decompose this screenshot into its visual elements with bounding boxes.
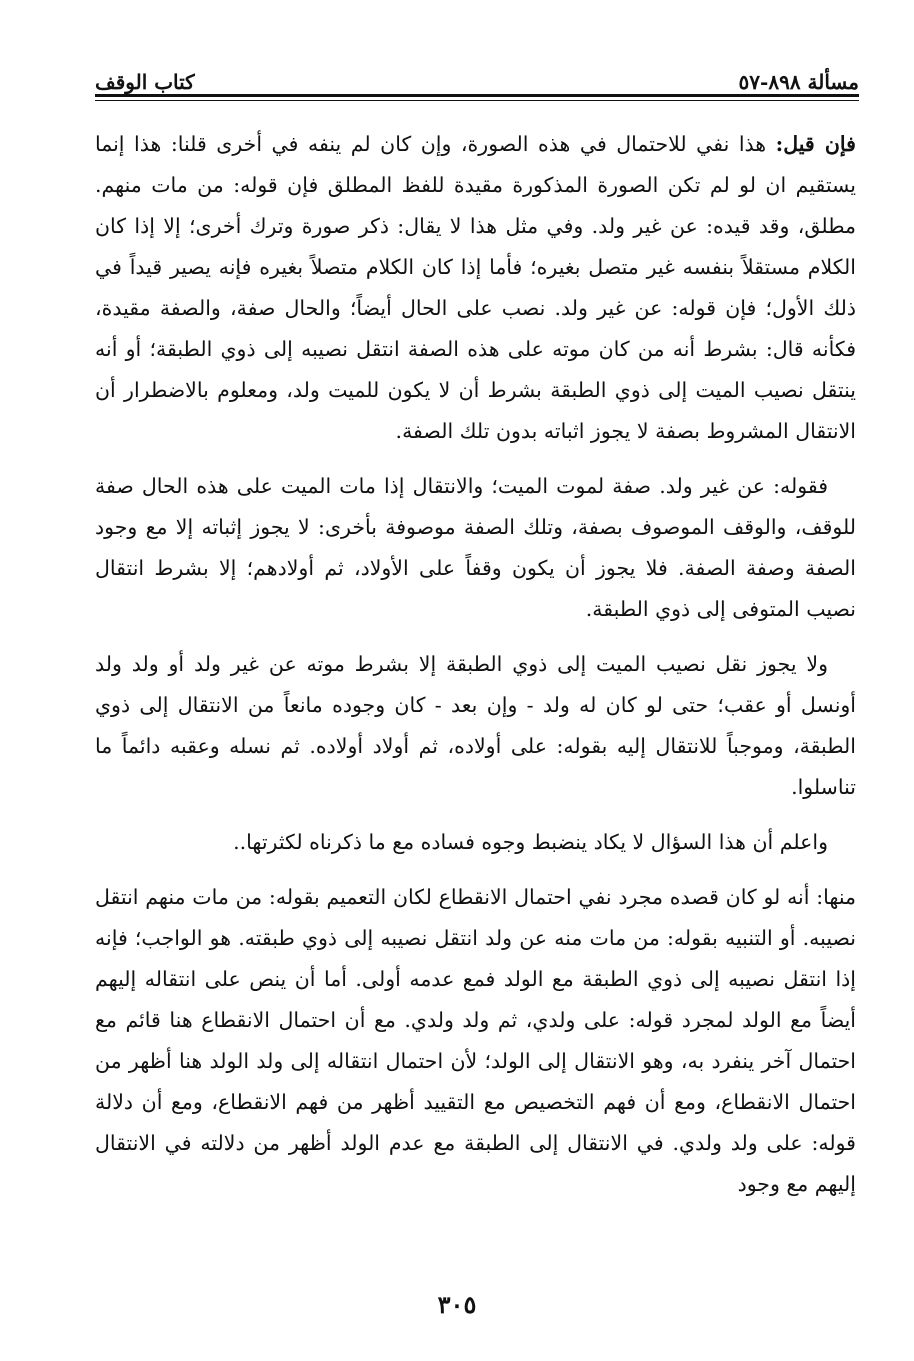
header-rule-thin: [95, 100, 859, 101]
paragraph-text: هذا نفي للاحتمال في هذه الصورة، وإن كان لم ينفه في أخرى قلنا: هذا إنما يستقيم ان لو لم تكن الصورة المذكورة مقيدة للفظ المطلق فإن قوله: من مات منهم. مطلق، وقد قيده: عن غير ولد. وفي مثل هذا لا يقال: ذكر صورة وترك أخرى؛ إلا إذا كان الكلام مستقلاً بنفسه غير متصل بغيره؛ فأما إذا كان الكلام متصلاً بغيره فإنه يصير قيداً في ذلك الأول؛ فإن قوله: عن غير ولد. نصب على الحال أيضاً؛ والحال صفة، والصفة مقيدة، فكأنه قال: بشرط أنه من كان موته على هذه الصفة انتقل نصيبه إلى ذوي الطبقة؛ أو أنه ينتقل نصيب الميت إلى ذوي الطبقة بشرط أن لا يكون للميت ولد، ومعلوم بالاضطرار أن الانتقال المشروط بصفة لا يجوز اثباته بدون تلك الصفة.: [95, 132, 856, 443]
paragraph-2: فقوله: عن غير ولد. صفة لموت الميت؛ والانتقال إذا مات الميت على هذه الحال صفة للوقف، والوقف الموصوف بصفة، وتلك الصفة موصوفة بأخرى: لا يجوز إثباته إلا مع وجود الصفة وصفة الصفة. فلا يجوز أن يكون وقفاً على الأولاد، ثم أولادهم؛ إلا بشرط انتقال نصيب المتوفى إلى ذوي الطبقة.: [95, 474, 856, 621]
page-body: [95, 124, 856, 1219]
paragraph-4: واعلم أن هذا السؤال لا يكاد ينضبط وجوه فساده مع ما ذكرناه لكثرتها..: [233, 830, 828, 854]
paragraph-lead: فإن قيل:: [775, 132, 856, 156]
paragraph-5: منها: أنه لو كان قصده مجرد نفي احتمال الانقطاع لكان التعميم بقوله: من مات منهم انتقل نصيبه. أو التنبيه بقوله: من مات منه عن ولد انتقل نصيبه إلى ذوي طبقته. هو الواجب؛ فإنه إذا انتقل نصيبه إلى ذوي الطبقة مع الولد فمع عدمه أولى. أما أن ينص على انتقاله إليهم أيضاً مع الولد لمجرد قوله: على ولدي، ثم ولد ولدي. مع أن احتمال الانقطاع هنا قائم مع احتمال آخر ينفرد به، وهو الانتقال إلى الولد؛ لأن احتمال انتقاله إلى ولد الولد هنا أظهر من احتمال الانقطاع، ومع أن فهم التخصيص مع التقييد أظهر من فهم الانقطاع، ومع أن دلالة قوله: على ولد ولدي. في الانتقال إلى الطبقة مع عدم الولد أظهر من دلالته في الانتقال إليهم مع وجود: [95, 885, 856, 1196]
book-title: كتاب الوقف: [95, 70, 195, 94]
page-number: ٣٠٥: [437, 1290, 477, 1319]
running-header: [95, 58, 859, 94]
paragraph-3: ولا يجوز نقل نصيب الميت إلى ذوي الطبقة إلا بشرط موته عن غير ولد أو ولد ولد أونسل أو عقب؛ حتى لو كان له ولد - وإن بعد - كان وجوده مانعاً من الانتقال إلى ذوي الطبقة، وموجباً للانتقال إليه بقوله: على أولاده، ثم أولاد أولاده. ثم نسله وعقبه دائماً ما تناسلوا.: [95, 652, 856, 799]
issue-number: مسألة ٨٩٨-٥٧: [738, 70, 859, 94]
paragraph-1: [95, 124, 856, 452]
header-rule-thick: [95, 94, 859, 97]
